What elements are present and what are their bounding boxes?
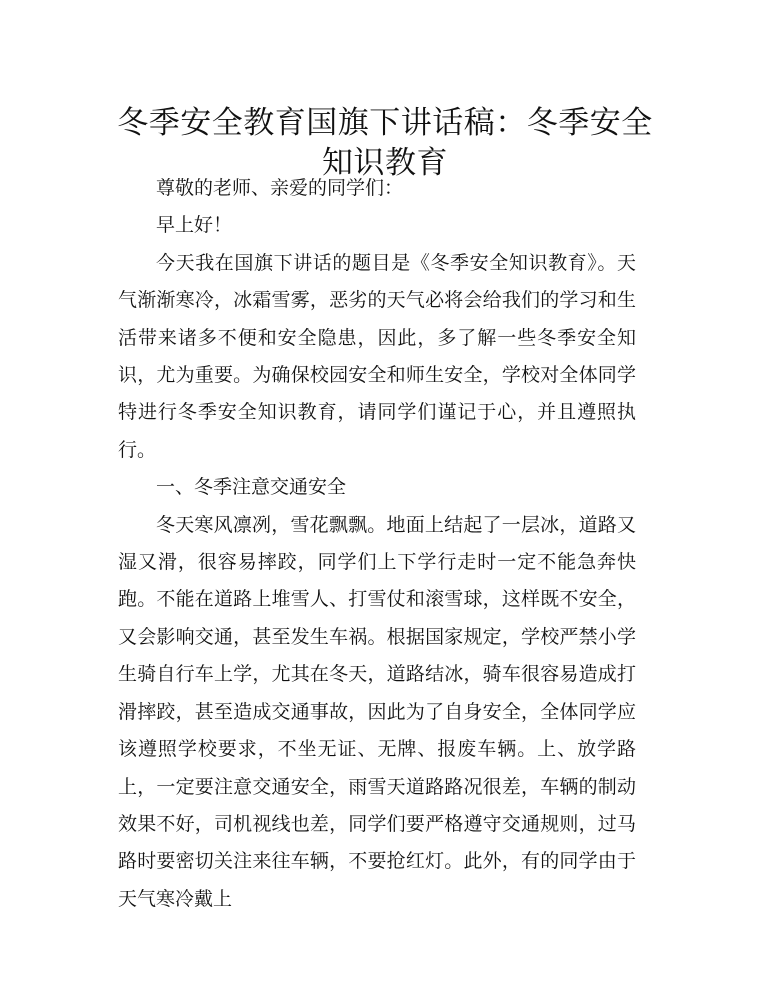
intro-paragraph: 今天我在国旗下讲话的题目是《冬季安全知识教育》。天气渐渐寒冷，冰霜雪雾，恶劣的天气必将会给我们的学习和生活带来诸多不便和安全隐患，因此，多了解一些冬季安全知识，尤为重要。为确保校园安全和师生安全，学校对全体同学特进行冬季安全知识教育，请同学们谨记于心，并且遵照执行。 xyxy=(118,251,636,461)
section-heading: 一、冬季注意交通安全 xyxy=(156,476,347,499)
traffic-safety-paragraph: 冬天寒风凛冽，雪花飘飘。地面上结起了一层冰，道路又湿又滑，很容易摔跤，同学们上下学行走时一定不能急奔快跑。不能在道路上堆雪人、打雪仗和滚雪球，这样既不安全，又会影响交通，甚至发生车祸。根据国家规定，学校严禁小学生骑自行车上学，尤其在冬天，道路结冰，骑车很容易造成打滑摔跤，甚至造成交通事故，因此为了自身安全，全体同学应该遵照学校要求，不坐无证、无牌、报废车辆。上、放学路上，一定要注意交通安全，雨雪天道路路况很差，车辆的制动效果不好，司机视线也差，同学们要严格遵守交通规则，过马路时要密切关注来往车辆，不要抢红灯。此外，有的同学由于天气寒冷戴上 xyxy=(118,513,636,910)
salutation-paragraph: 早上好！ xyxy=(156,214,233,237)
greeting-paragraph: 尊敬的老师、亲爱的同学们： xyxy=(156,177,404,199)
document-body xyxy=(118,170,636,918)
document-title: 冬季安全教育国旗下讲话稿：冬季安全知识教育 xyxy=(117,104,653,181)
